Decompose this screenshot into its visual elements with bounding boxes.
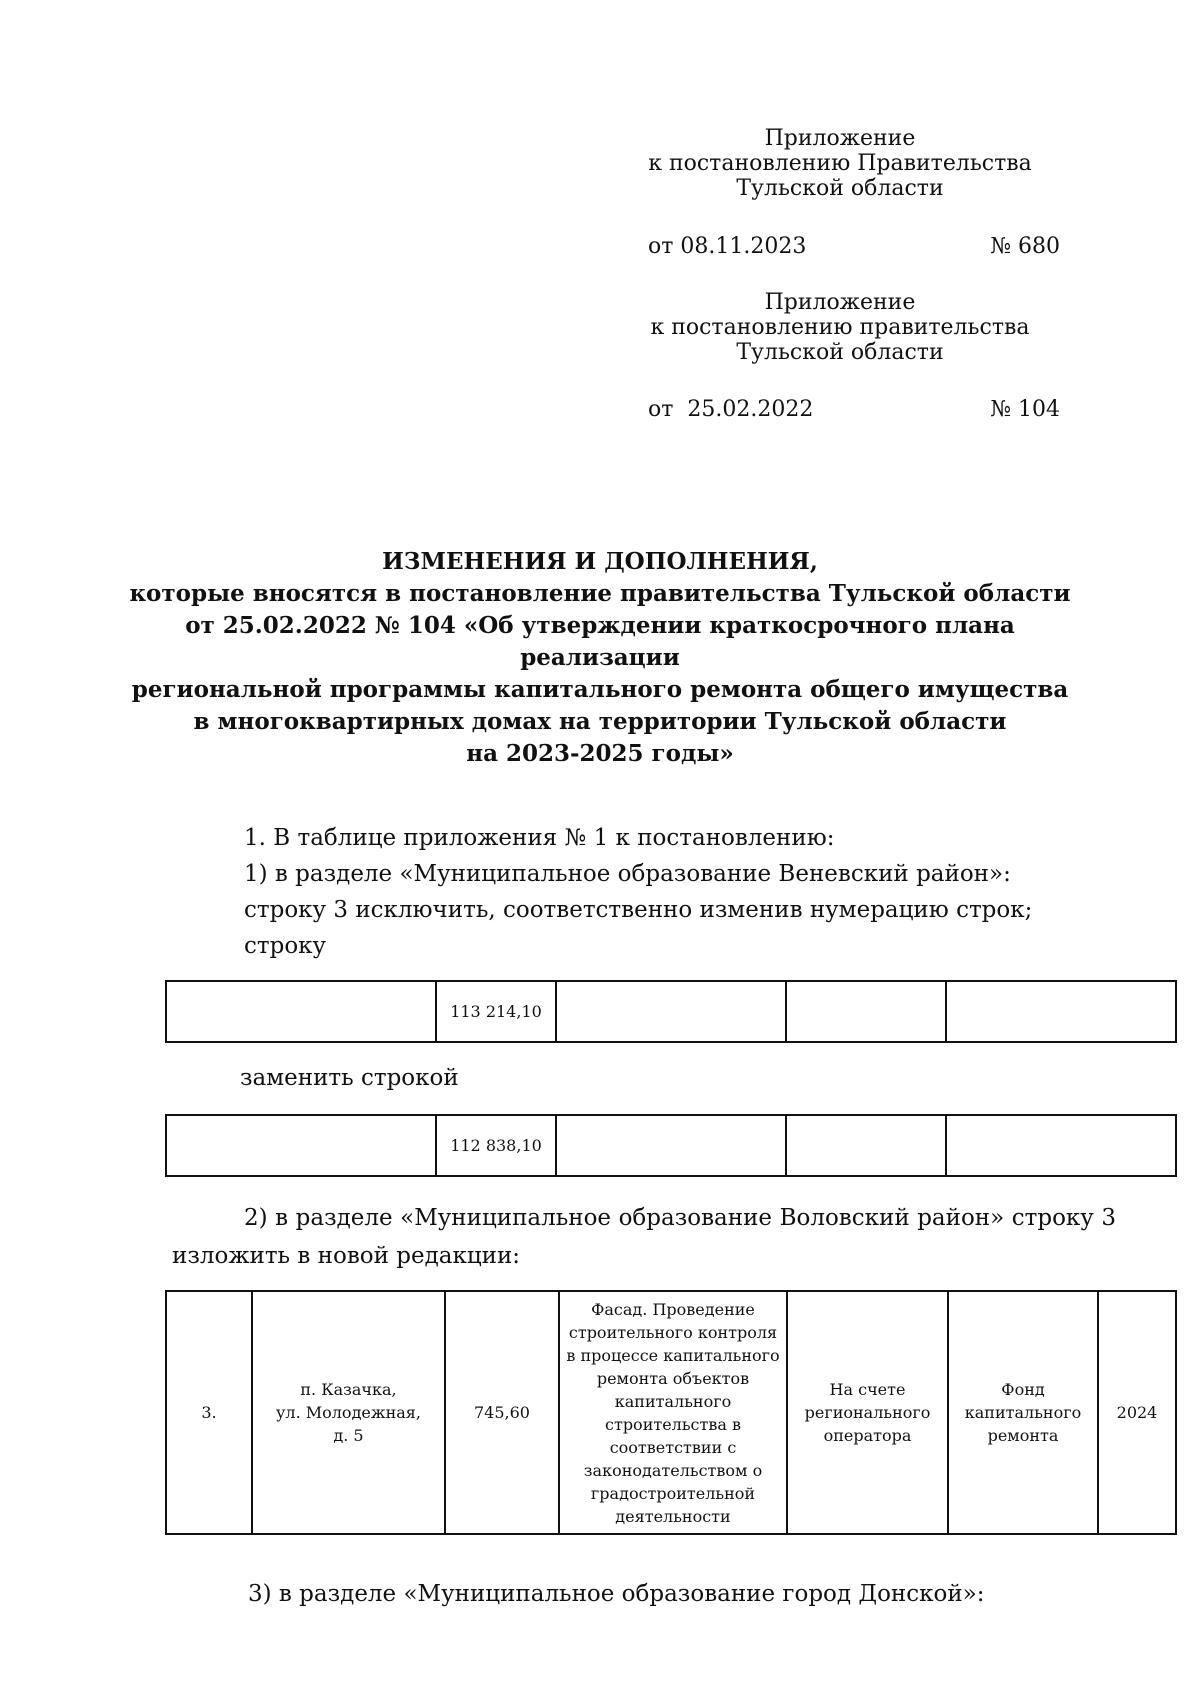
volovsky-fund: Фонд капитального ремонта	[948, 1291, 1098, 1534]
old-row-cell-3	[556, 981, 786, 1042]
title-line5: в многоквартирных домах на территории Тульской области	[193, 708, 1007, 735]
new-row-table	[165, 1114, 1177, 1177]
document-title	[120, 546, 1080, 770]
new-row-cell-3	[556, 1115, 786, 1176]
volovsky-account: На счете регионального оператора	[787, 1291, 948, 1534]
old-row-cell-4	[786, 981, 946, 1042]
paragraph-row-label: строку	[244, 933, 327, 959]
paragraph-delete-row: строку 3 исключить, соответственно изменив нумерацию строк;	[244, 897, 1033, 923]
title-line2: которые вносятся в постановление правительства Тульской области	[129, 580, 1071, 607]
appendix-old-line3: Тульской области	[736, 340, 944, 365]
old-row-cell-1	[166, 981, 436, 1042]
paragraph-replace: заменить строкой	[240, 1065, 459, 1091]
table-row	[166, 981, 1176, 1042]
new-row-cell-5	[946, 1115, 1176, 1176]
volovsky-row-number: 3.	[166, 1291, 252, 1534]
volovsky-table	[165, 1290, 1177, 1535]
volovsky-work-type: Фасад. Проведение строительного контроля в процессе капитального ремонта объектов капитального строительства в соответствии с законодательством о градостроительной деятельности	[559, 1291, 787, 1534]
title-line3: от 25.02.2022 № 104 «Об утверждении краткосрочного плана реализации	[185, 612, 1015, 671]
paragraph-1-1: 1) в разделе «Муниципальное образование Веневский район»:	[244, 861, 1011, 887]
appendix-old-number: № 104	[990, 397, 1060, 422]
title-line6: на 2023-2025 годы»	[466, 740, 734, 767]
paragraph-1: 1. В таблице приложения № 1 к постановлению:	[244, 825, 835, 851]
new-row-value: 112 838,10	[436, 1115, 556, 1176]
appendix-old-line1: Приложение	[764, 290, 916, 315]
title-line4: региональной программы капитального ремонта общего имущества	[131, 676, 1069, 703]
table-row	[166, 1115, 1176, 1176]
volovsky-area: 745,60	[445, 1291, 559, 1534]
appendix-old-line2: к постановлению правительства	[650, 315, 1030, 340]
paragraph-2-line2: изложить в новой редакции:	[172, 1243, 521, 1269]
old-row-table	[165, 980, 1177, 1043]
appendix-old-date: от 25.02.2022	[648, 397, 814, 422]
appendix-new-block	[620, 126, 1060, 201]
new-row-cell-4	[786, 1115, 946, 1176]
appendix-new-line3: Тульской области	[736, 176, 944, 201]
appendix-new-date: от 08.11.2023	[648, 234, 807, 259]
title-line1: ИЗМЕНЕНИЯ И ДОПОЛНЕНИЯ,	[382, 548, 818, 575]
volovsky-address: п. Казачка, ул. Молодежная, д. 5	[252, 1291, 445, 1534]
paragraph-2-line1: 2) в разделе «Муниципальное образование Воловский район» строку 3	[244, 1205, 1116, 1231]
paragraph-3: 3) в разделе «Муниципальное образование город Донской»:	[248, 1581, 985, 1607]
appendix-new-line1: Приложение	[764, 126, 916, 151]
appendix-old-block	[620, 290, 1060, 365]
volovsky-year: 2024	[1098, 1291, 1176, 1534]
appendix-new-number: № 680	[990, 234, 1060, 259]
table-row	[166, 1291, 1176, 1534]
old-row-cell-5	[946, 981, 1176, 1042]
new-row-cell-1	[166, 1115, 436, 1176]
old-row-value: 113 214,10	[436, 981, 556, 1042]
appendix-new-line2: к постановлению Правительства	[648, 151, 1032, 176]
